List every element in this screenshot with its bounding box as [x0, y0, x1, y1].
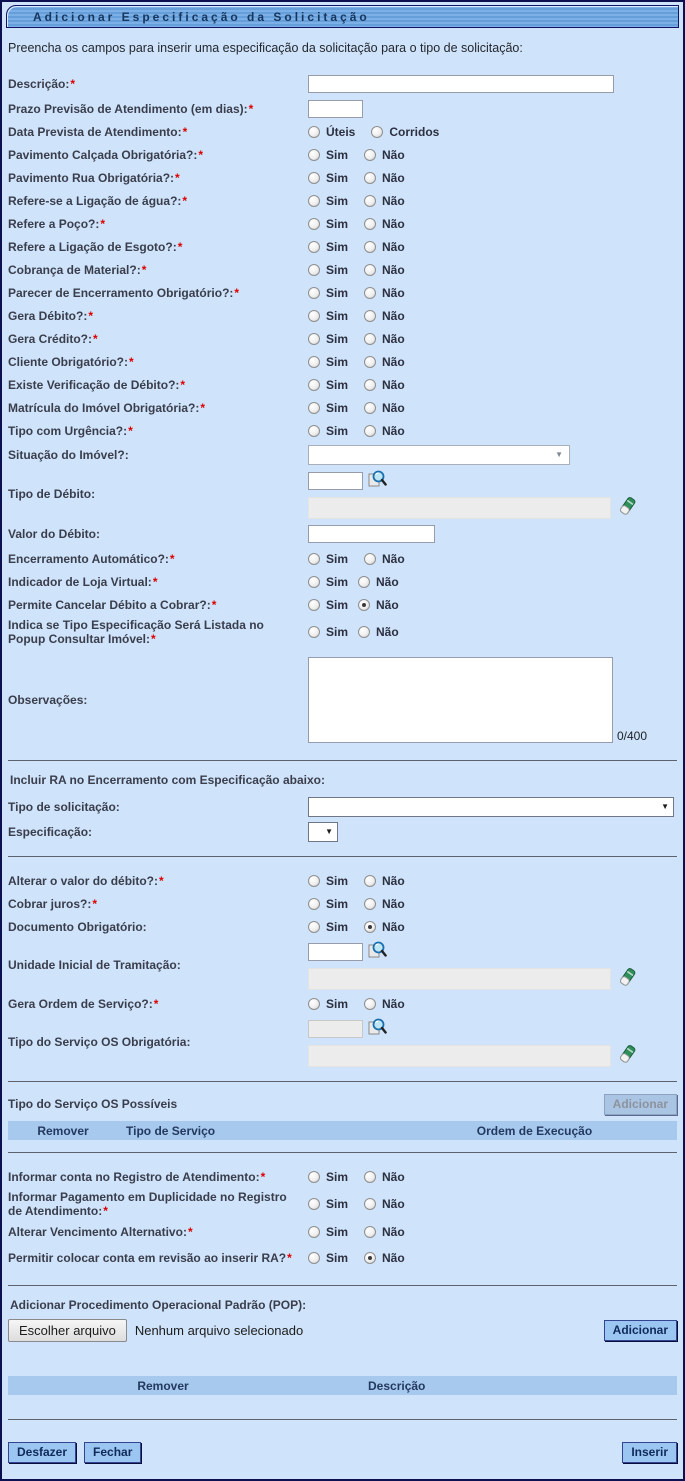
radio-gera-credito-sim[interactable]: [308, 333, 320, 345]
row-gera-os: Gera Ordem de Serviço?:* Sim Não: [8, 996, 405, 1011]
descricao-input[interactable]: [308, 75, 614, 93]
pop-file-row: [8, 1319, 677, 1342]
os-col-ordem-execucao: Ordem de Execução: [476, 1123, 593, 1138]
adicionar-pop-button[interactable]: Adicionar: [604, 1320, 677, 1341]
row-alterar-valor-debito: Alterar o valor do débito?:* Sim Não: [8, 873, 405, 888]
tipo-debito-code-input[interactable]: [308, 472, 363, 490]
radio-data-prevista-uteis[interactable]: [308, 126, 320, 138]
os-table-header: [8, 1121, 677, 1140]
radio-indica-popup-nao[interactable]: [358, 626, 370, 638]
row-pavimento-rua: Pavimento Rua Obrigatória?:* Sim Não: [8, 170, 405, 185]
tipo-debito-descricao-field: [308, 497, 611, 519]
desfazer-button[interactable]: Desfazer: [8, 1442, 76, 1463]
radio-loja-virtual-sim[interactable]: [308, 576, 320, 588]
row-vencimento-alternativo: Alterar Vencimento Alternativo:* Sim Não: [8, 1224, 405, 1239]
divider: [8, 856, 677, 857]
radio-gera-os-nao[interactable]: [364, 998, 376, 1010]
tipo-servico-os-descricao-field: [308, 1045, 611, 1067]
form-titlebar: [6, 5, 679, 28]
radio-gera-debito-sim[interactable]: [308, 310, 320, 322]
lookup-magnifier-icon[interactable]: [367, 940, 387, 965]
radio-verificacao-debito-nao[interactable]: [364, 379, 376, 391]
radio-cliente-obrigatorio-sim[interactable]: [308, 356, 320, 368]
row-unidade-tramitacao: Unidade Inicial de Tramitação:: [8, 938, 677, 992]
radio-cobrar-juros-nao[interactable]: [364, 898, 376, 910]
chevron-down-icon: ▼: [555, 450, 563, 459]
radio-gera-os-sim[interactable]: [308, 998, 320, 1010]
eraser-icon[interactable]: [617, 967, 637, 992]
row-cobranca-material: Cobrança de Material?:* Sim Não: [8, 262, 405, 277]
especificacao-select[interactable]: [308, 822, 338, 842]
file-status-text: Nenhum arquivo selecionado: [134, 1323, 304, 1338]
row-pavimento-calcada: Pavimento Calçada Obrigatória?:* Sim Não: [8, 147, 405, 162]
pop-table-header: [8, 1376, 677, 1395]
radio-alterar-valor-nao[interactable]: [364, 875, 376, 887]
page-title: Adicionar Especificação da Solicitação: [33, 9, 370, 24]
pop-col-descricao: Descrição: [368, 1378, 426, 1393]
radio-informar-conta-nao[interactable]: [364, 1171, 376, 1183]
observacoes-textarea[interactable]: [308, 657, 613, 743]
row-prazo: [8, 97, 677, 120]
valor-debito-input[interactable]: [308, 525, 435, 543]
radio-informar-conta-sim[interactable]: [308, 1171, 320, 1183]
os-col-tipo-servico: Tipo de Serviço: [126, 1123, 216, 1138]
row-encerramento-automatico: Encerramento Automático?:* Sim Não: [8, 551, 405, 566]
row-indica-popup: Indica se Tipo Especificação Será Listada no Popup Consultar Imóvel:* Sim Não: [8, 618, 399, 646]
row-matricula-imovel: Matrícula do Imóvel Obrigatória?:* Sim Não: [8, 400, 405, 415]
radio-permite-cancelar-sim[interactable]: [308, 599, 320, 611]
eraser-icon[interactable]: [617, 1044, 637, 1069]
intro-text: Preencha os campos para inserir uma especificação da solicitação para o tipo de solicitação:: [8, 41, 523, 55]
radio-indica-popup-sim[interactable]: [308, 626, 320, 638]
radio-documento-obrigatorio-nao[interactable]: [364, 921, 376, 933]
radio-data-prevista-corridos[interactable]: [371, 126, 383, 138]
radio-pavimento-calcada-sim[interactable]: [308, 149, 320, 161]
incluir-ra-section-label: Incluir RA no Encerramento com Especificação abaixo:: [10, 773, 325, 787]
radio-permite-cancelar-nao[interactable]: [358, 599, 370, 611]
radio-ligacao-agua-nao[interactable]: [364, 195, 376, 207]
row-parecer-encerramento: Parecer de Encerramento Obrigatório?:* Sim Não: [8, 285, 405, 300]
radio-vencimento-alternativo-sim[interactable]: [308, 1226, 320, 1238]
row-ligacao-agua: Refere-se a Ligação de água?:* Sim Não: [8, 193, 405, 208]
adicionar-os-button: Adicionar: [604, 1094, 677, 1115]
row-tipo-solicitacao: Tipo de solicitação: ▼: [8, 794, 677, 819]
radio-cobrar-juros-sim[interactable]: [308, 898, 320, 910]
row-tipo-urgencia: Tipo com Urgência?:* Sim Não: [8, 423, 405, 438]
row-situacao-imovel: Situação do Imóvel?: ▼: [8, 442, 677, 467]
radio-vencimento-alternativo-nao[interactable]: [364, 1226, 376, 1238]
divider: [8, 1081, 677, 1082]
radio-ligacao-esgoto-nao[interactable]: [364, 241, 376, 253]
tipo-servico-os-code-input: [308, 1020, 363, 1038]
radio-refere-poco-nao[interactable]: [364, 218, 376, 230]
divider: [8, 760, 677, 761]
observacoes-counter: 0/400: [617, 729, 648, 743]
divider: [8, 1152, 677, 1153]
tipo-solicitacao-select[interactable]: [308, 797, 674, 817]
row-informar-conta: Informar conta no Registro de Atendimento:* Sim Não: [8, 1169, 405, 1184]
radio-ligacao-esgoto-sim[interactable]: [308, 241, 320, 253]
radio-encerramento-automatico-nao[interactable]: [364, 553, 376, 565]
form-body: [6, 71, 679, 1463]
radio-alterar-valor-sim[interactable]: [308, 875, 320, 887]
radio-cobranca-material-nao[interactable]: [364, 264, 376, 276]
row-documento-obrigatorio: Documento Obrigatório: Sim Não: [8, 919, 405, 934]
row-gera-credito: Gera Crédito?:* Sim Não: [8, 331, 405, 346]
radio-refere-poco-sim[interactable]: [308, 218, 320, 230]
row-observacoes: Observações: 0/400: [8, 652, 677, 748]
eraser-icon[interactable]: [617, 496, 637, 521]
radio-conta-revisao-sim[interactable]: [308, 1252, 320, 1264]
radio-pavimento-rua-nao[interactable]: [364, 172, 376, 184]
divider: [8, 1419, 677, 1420]
row-especificacao: Especificação: ▼: [8, 819, 677, 844]
pop-section-label: Adicionar Procedimento Operacional Padrão (POP):: [10, 1298, 307, 1312]
radio-pavimento-rua-sim[interactable]: [308, 172, 320, 184]
corridos-option-label: Corridos: [389, 124, 440, 139]
radio-tipo-urgencia-sim[interactable]: [308, 425, 320, 437]
radio-parecer-encerramento-sim[interactable]: [308, 287, 320, 299]
row-tipo-debito: Tipo de Débito:: [8, 467, 677, 521]
row-verificacao-debito: Existe Verificação de Débito?:* Sim Não: [8, 377, 405, 392]
radio-gera-credito-nao[interactable]: [364, 333, 376, 345]
radio-gera-debito-nao[interactable]: [364, 310, 376, 322]
row-ligacao-esgoto: Refere a Ligação de Esgoto?:* Sim Não: [8, 239, 405, 254]
radio-documento-obrigatorio-sim[interactable]: [308, 921, 320, 933]
row-cliente-obrigatorio: Cliente Obrigatório?:* Sim Não: [8, 354, 405, 369]
row-refere-poco: Refere a Poço?:* Sim Não: [8, 216, 405, 231]
row-descricao: [8, 71, 677, 97]
radio-pagamento-duplicidade-sim[interactable]: [308, 1198, 320, 1210]
radio-cliente-obrigatorio-nao[interactable]: [364, 356, 376, 368]
row-permite-cancelar-debito: Permite Cancelar Débito a Cobrar?:* Sim Não: [8, 597, 399, 612]
radio-pavimento-calcada-nao[interactable]: [364, 149, 376, 161]
unidade-tramitacao-code-input[interactable]: [308, 943, 363, 961]
radio-ligacao-agua-sim[interactable]: [308, 195, 320, 207]
radio-pagamento-duplicidade-nao[interactable]: [364, 1198, 376, 1210]
inserir-button[interactable]: Inserir: [622, 1442, 677, 1463]
os-possiveis-header: [8, 1094, 677, 1115]
chevron-down-icon: ▼: [661, 802, 669, 811]
radio-loja-virtual-nao[interactable]: [358, 576, 370, 588]
prazo-input[interactable]: [308, 100, 363, 118]
radio-cobranca-material-sim[interactable]: [308, 264, 320, 276]
situacao-imovel-select[interactable]: [308, 445, 570, 465]
divider: [8, 1285, 677, 1286]
row-cobrar-juros: Cobrar juros?:* Sim Não: [8, 896, 405, 911]
unidade-tramitacao-descricao-field: [308, 968, 611, 990]
row-valor-debito: Valor do Débito:: [8, 521, 677, 547]
row-pagamento-duplicidade: Informar Pagamento em Duplicidade no Registro de Atendimento:* Sim Não: [8, 1190, 405, 1218]
data-prevista-label: Data Prevista de Atendimento:*: [8, 124, 188, 139]
os-possiveis-label: Tipo do Serviço OS Possíveis: [8, 1097, 178, 1111]
descricao-label: Descrição:*: [8, 77, 76, 91]
radio-matricula-imovel-nao[interactable]: [364, 402, 376, 414]
spacer: [8, 1352, 677, 1370]
radio-encerramento-automatico-sim[interactable]: [308, 553, 320, 565]
pop-col-remover: Remover: [137, 1378, 189, 1393]
lookup-magnifier-icon[interactable]: [367, 1017, 387, 1042]
row-tipo-servico-os: Tipo do Serviço OS Obrigatória:: [8, 1015, 677, 1069]
uteis-option-label: Úteis: [326, 124, 356, 139]
lookup-magnifier-icon[interactable]: [367, 469, 387, 494]
row-data-prevista: [8, 120, 677, 143]
radio-verificacao-debito-sim[interactable]: [308, 379, 320, 391]
choose-file-button[interactable]: Escolher arquivo: [8, 1319, 127, 1342]
os-col-remover: Remover: [37, 1123, 89, 1138]
radio-conta-revisao-nao[interactable]: [364, 1252, 376, 1264]
chevron-down-icon: ▼: [325, 827, 333, 836]
row-loja-virtual: Indicador de Loja Virtual:* Sim Não: [8, 574, 399, 589]
radio-parecer-encerramento-nao[interactable]: [364, 287, 376, 299]
fechar-button[interactable]: Fechar: [84, 1442, 141, 1463]
footer-actions: [8, 1442, 677, 1463]
row-gera-debito: Gera Débito?:* Sim Não: [8, 308, 405, 323]
radio-matricula-imovel-sim[interactable]: [308, 402, 320, 414]
radio-tipo-urgencia-nao[interactable]: [364, 425, 376, 437]
row-conta-revisao: Permitir colocar conta em revisão ao inserir RA?* Sim Não: [8, 1251, 405, 1265]
prazo-label: Prazo Previsão de Atendimento (em dias):*: [8, 101, 254, 116]
